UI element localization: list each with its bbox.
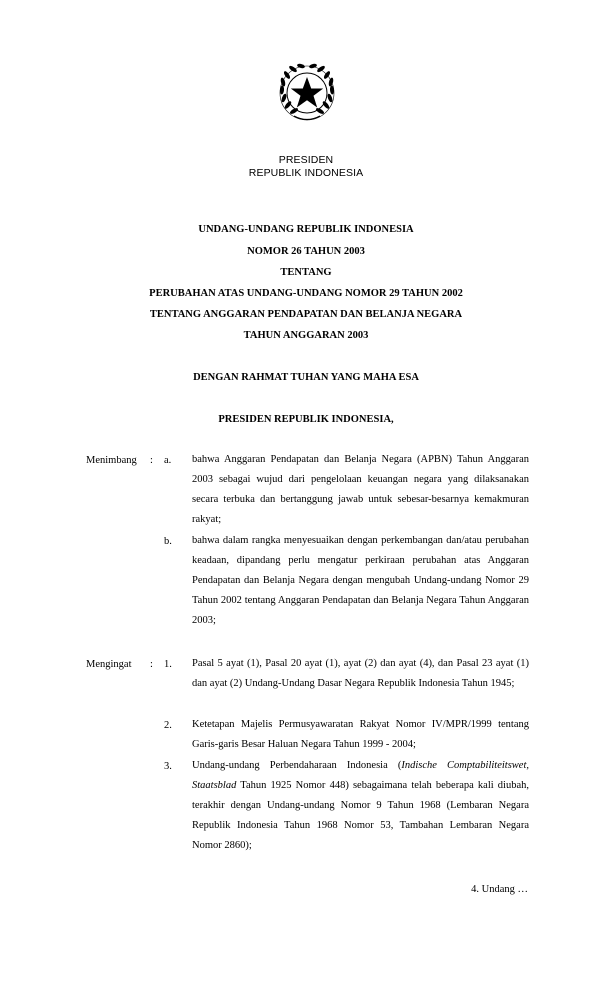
header-presiden: PRESIDEN (278, 154, 334, 166)
issuer: PRESIDEN REPUBLIK INDONESIA, (218, 414, 394, 425)
title-line-4: PERUBAHAN ATAS UNDANG-UNDANG NOMOR 29 TAHUN 2002 (149, 288, 463, 299)
mengingat-marker-2: 2. (164, 720, 172, 731)
mengingat-marker-1: 1. (164, 659, 172, 670)
title-line-3: TENTANG (280, 267, 332, 278)
menimbang-label: Menimbang (86, 455, 137, 466)
menimbang-item-a: bahwa Anggaran Pendapatan dan Belanja Negara (APBN) Tahun Anggaran 2003 sebagai wujud dari pengelolaan keuangan negara yang dilaksanakan secara terbuka dan bertanggung jawab untuk sebesar-besarnya kemakmuran rakyat; (192, 454, 529, 526)
continuation-marker: 4. Undang … (471, 884, 528, 895)
title-line-5: TENTANG ANGGARAN PENDAPATAN DAN BELANJA NEGARA (149, 309, 463, 320)
menimbang-marker-b: b. (164, 536, 172, 547)
mengingat-colon: : (150, 659, 153, 670)
mengingat-item-3-text-after: Tahun 1925 Nomor 448) sebagaimana telah beberapa kali diubah, terakhir dengan Undang-undang Nomor 9 Tahun 1968 (Lembaran Negara Republik Indonesia Tahun 1968 Nomor 53, Tambahan Lembaran Negara Nomor 2860); (192, 780, 529, 852)
title-line-6: TAHUN ANGGARAN 2003 (243, 330, 369, 341)
mengingat-item-2: Ketetapan Majelis Permusyawaratan Rakyat Nomor IV/MPR/1999 tentang Garis-garis Besar Haluan Negara Tahun 1999 - 2004; (192, 719, 529, 751)
mengingat-marker-3: 3. (164, 761, 172, 772)
presidential-seal-icon (276, 60, 338, 140)
title-line-2: NOMOR 26 TAHUN 2003 (247, 246, 365, 257)
title-line-1: UNDANG-UNDANG REPUBLIK INDONESIA (198, 224, 414, 235)
mengingat-item-1: Pasal 5 ayat (1), Pasal 20 ayat (1), ayat (2) dan ayat (4), dan Pasal 23 ayat (1) dan ayat (2) Undang-Undang Dasar Negara Republik Indonesia Tahun 1945; (192, 658, 529, 690)
menimbang-marker-a: a. (164, 455, 172, 466)
mengingat-item-3 (192, 756, 529, 856)
menimbang-colon: : (150, 455, 153, 466)
preamble: DENGAN RAHMAT TUHAN YANG MAHA ESA (193, 372, 419, 383)
mengingat-item-3-italic: Indische Comptabiliteitswet, Staatsblad (192, 760, 530, 792)
mengingat-label: Mengingat (86, 659, 132, 670)
header-republik: REPUBLIK INDONESIA (248, 167, 364, 179)
menimbang-item-b: bahwa dalam rangka menyesuaikan dengan perkembangan dan/atau perubahan keadaan, dipandang perlu mengatur perkiraan perubahan atas Anggaran Pendapatan dan Belanja Negara dengan mengubah Undang-undang Nomor 29 Tahun 2002 tentang Anggaran Pendapatan dan Belanja Negara Tahun Anggaran 2003; (192, 535, 529, 627)
mengingat-item-3-text-before: Undang-undang Perbendaharaan Indonesia ( (192, 760, 402, 771)
